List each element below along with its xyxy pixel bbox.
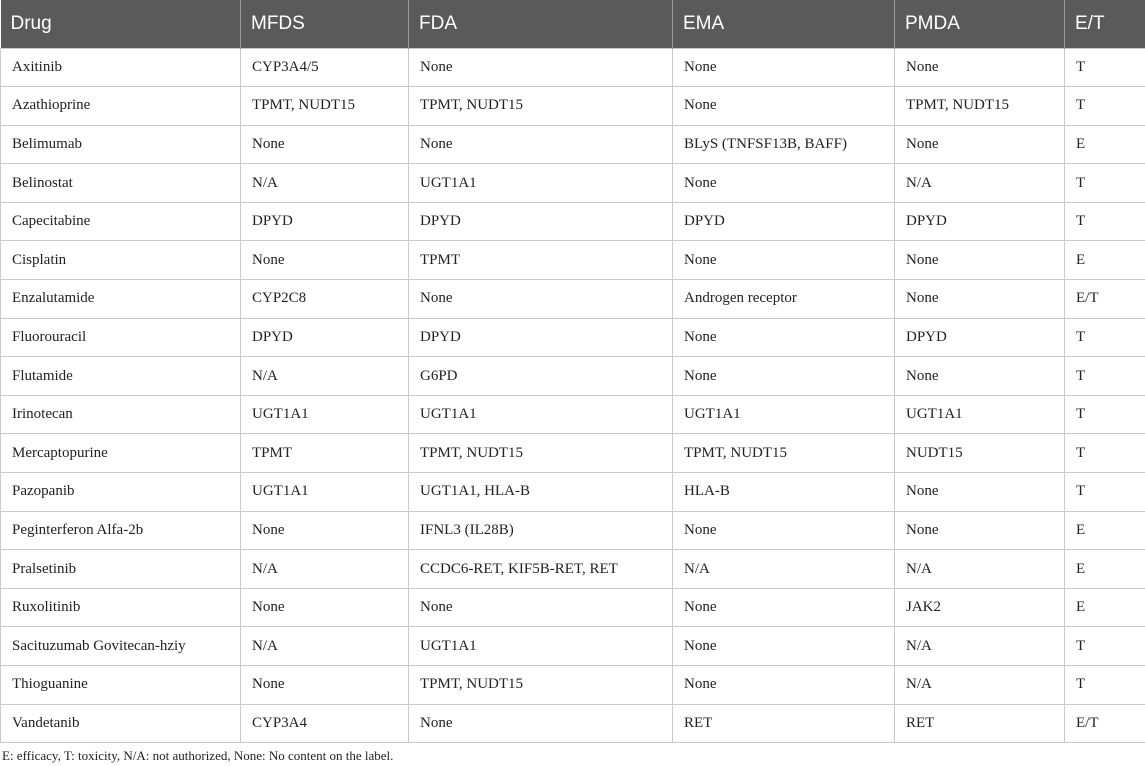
table-body	[1, 48, 1145, 743]
pmda-cell: None	[895, 280, 1065, 319]
ema-cell: None	[673, 666, 895, 705]
pmda-cell: None	[895, 48, 1065, 87]
mfds-cell: TPMT, NUDT15	[241, 87, 409, 126]
header-mfds: MFDS	[241, 0, 409, 48]
table-row	[1, 241, 1145, 280]
table-row	[1, 434, 1145, 473]
pmda-cell: NUDT15	[895, 434, 1065, 473]
et-cell: E/T	[1065, 280, 1145, 319]
drug-cell: Mercaptopurine	[1, 434, 241, 473]
pmda-cell: JAK2	[895, 588, 1065, 627]
et-cell: E/T	[1065, 704, 1145, 743]
table-row	[1, 357, 1145, 396]
drug-cell: Enzalutamide	[1, 280, 241, 319]
drug-cell: Belinostat	[1, 164, 241, 203]
table-row	[1, 125, 1145, 164]
fda-cell: UGT1A1, HLA-B	[409, 473, 673, 512]
ema-cell: BLyS (TNFSF13B, BAFF)	[673, 125, 895, 164]
drug-cell: Peginterferon Alfa-2b	[1, 511, 241, 550]
pmda-cell: N/A	[895, 550, 1065, 589]
mfds-cell: UGT1A1	[241, 395, 409, 434]
ema-cell: None	[673, 318, 895, 357]
et-cell: T	[1065, 666, 1145, 705]
ema-cell: None	[673, 87, 895, 126]
fda-cell: DPYD	[409, 202, 673, 241]
mfds-cell: CYP3A4	[241, 704, 409, 743]
pmda-cell: None	[895, 125, 1065, 164]
pmda-cell: None	[895, 357, 1065, 396]
et-cell: T	[1065, 164, 1145, 203]
mfds-cell: DPYD	[241, 202, 409, 241]
drug-cell: Pazopanib	[1, 473, 241, 512]
fda-cell: None	[409, 704, 673, 743]
et-cell: T	[1065, 318, 1145, 357]
mfds-cell: CYP3A4/5	[241, 48, 409, 87]
et-cell: T	[1065, 87, 1145, 126]
fda-cell: None	[409, 588, 673, 627]
pmda-cell: N/A	[895, 627, 1065, 666]
et-cell: T	[1065, 473, 1145, 512]
table-row	[1, 666, 1145, 705]
mfds-cell: None	[241, 588, 409, 627]
table-row	[1, 704, 1145, 743]
mfds-cell: None	[241, 511, 409, 550]
mfds-cell: N/A	[241, 357, 409, 396]
mfds-cell: N/A	[241, 164, 409, 203]
drug-cell: Axitinib	[1, 48, 241, 87]
pmda-cell: DPYD	[895, 202, 1065, 241]
drug-cell: Fluorouracil	[1, 318, 241, 357]
mfds-cell: None	[241, 125, 409, 164]
drug-cell: Azathioprine	[1, 87, 241, 126]
et-cell: E	[1065, 241, 1145, 280]
ema-cell: DPYD	[673, 202, 895, 241]
fda-cell: UGT1A1	[409, 395, 673, 434]
ema-cell: UGT1A1	[673, 395, 895, 434]
pmda-cell: UGT1A1	[895, 395, 1065, 434]
table-row	[1, 588, 1145, 627]
pmda-cell: TPMT, NUDT15	[895, 87, 1065, 126]
ema-cell: None	[673, 241, 895, 280]
drug-cell: Sacituzumab Govitecan-hziy	[1, 627, 241, 666]
fda-cell: None	[409, 280, 673, 319]
ema-cell: RET	[673, 704, 895, 743]
ema-cell: None	[673, 357, 895, 396]
table-footnote: E: efficacy, T: toxicity, N/A: not authorized, None: No content on the label.	[2, 748, 394, 763]
pmda-cell: DPYD	[895, 318, 1065, 357]
pmda-cell: N/A	[895, 164, 1065, 203]
pmda-cell: N/A	[895, 666, 1065, 705]
fda-cell: UGT1A1	[409, 627, 673, 666]
mfds-cell: TPMT	[241, 434, 409, 473]
et-cell: T	[1065, 357, 1145, 396]
et-cell: E	[1065, 125, 1145, 164]
mfds-cell: UGT1A1	[241, 473, 409, 512]
ema-cell: None	[673, 48, 895, 87]
drug-cell: Capecitabine	[1, 202, 241, 241]
fda-cell: TPMT, NUDT15	[409, 87, 673, 126]
mfds-cell: N/A	[241, 550, 409, 589]
ema-cell: None	[673, 588, 895, 627]
ema-cell: N/A	[673, 550, 895, 589]
fda-cell: TPMT	[409, 241, 673, 280]
fda-cell: None	[409, 125, 673, 164]
et-cell: E	[1065, 550, 1145, 589]
header-ema: EMA	[673, 0, 895, 48]
ema-cell: HLA-B	[673, 473, 895, 512]
table-row	[1, 550, 1145, 589]
fda-cell: IFNL3 (IL28B)	[409, 511, 673, 550]
ema-cell: None	[673, 511, 895, 550]
table-row	[1, 395, 1145, 434]
table-row	[1, 48, 1145, 87]
table-row	[1, 280, 1145, 319]
header-efficacy-toxicity: E/T	[1065, 0, 1145, 48]
et-cell: E	[1065, 588, 1145, 627]
mfds-cell: N/A	[241, 627, 409, 666]
pmda-cell: RET	[895, 704, 1065, 743]
et-cell: T	[1065, 627, 1145, 666]
drug-cell: Vandetanib	[1, 704, 241, 743]
drug-cell: Ruxolitinib	[1, 588, 241, 627]
pmda-cell: None	[895, 473, 1065, 512]
drug-cell: Irinotecan	[1, 395, 241, 434]
table-row	[1, 164, 1145, 203]
ema-cell: None	[673, 164, 895, 203]
mfds-cell: None	[241, 241, 409, 280]
drug-cell: Pralsetinib	[1, 550, 241, 589]
fda-cell: CCDC6-RET, KIF5B-RET, RET	[409, 550, 673, 589]
mfds-cell: DPYD	[241, 318, 409, 357]
table-row	[1, 202, 1145, 241]
fda-cell: UGT1A1	[409, 164, 673, 203]
et-cell: T	[1065, 202, 1145, 241]
fda-cell: None	[409, 48, 673, 87]
drug-cell: Thioguanine	[1, 666, 241, 705]
table-row	[1, 318, 1145, 357]
et-cell: T	[1065, 48, 1145, 87]
drug-cell: Belimumab	[1, 125, 241, 164]
pmda-cell: None	[895, 511, 1065, 550]
fda-cell: TPMT, NUDT15	[409, 434, 673, 473]
header-drug: Drug	[10, 12, 52, 34]
et-cell: E	[1065, 511, 1145, 550]
table-row	[1, 627, 1145, 666]
mfds-cell: CYP2C8	[241, 280, 409, 319]
header-pmda: PMDA	[895, 0, 1065, 48]
fda-cell: DPYD	[409, 318, 673, 357]
fda-cell: G6PD	[409, 357, 673, 396]
ema-cell: None	[673, 627, 895, 666]
ema-cell: TPMT, NUDT15	[673, 434, 895, 473]
table-row	[1, 87, 1145, 126]
pmda-cell: None	[895, 241, 1065, 280]
et-cell: T	[1065, 434, 1145, 473]
mfds-cell: None	[241, 666, 409, 705]
table-row	[1, 511, 1145, 550]
table-header-row	[1, 0, 1145, 48]
et-cell: T	[1065, 395, 1145, 434]
drug-cell: Flutamide	[1, 357, 241, 396]
drug-cell: Cisplatin	[1, 241, 241, 280]
fda-cell: TPMT, NUDT15	[409, 666, 673, 705]
ema-cell: Androgen receptor	[673, 280, 895, 319]
header-fda: FDA	[409, 0, 673, 48]
table-row	[1, 473, 1145, 512]
